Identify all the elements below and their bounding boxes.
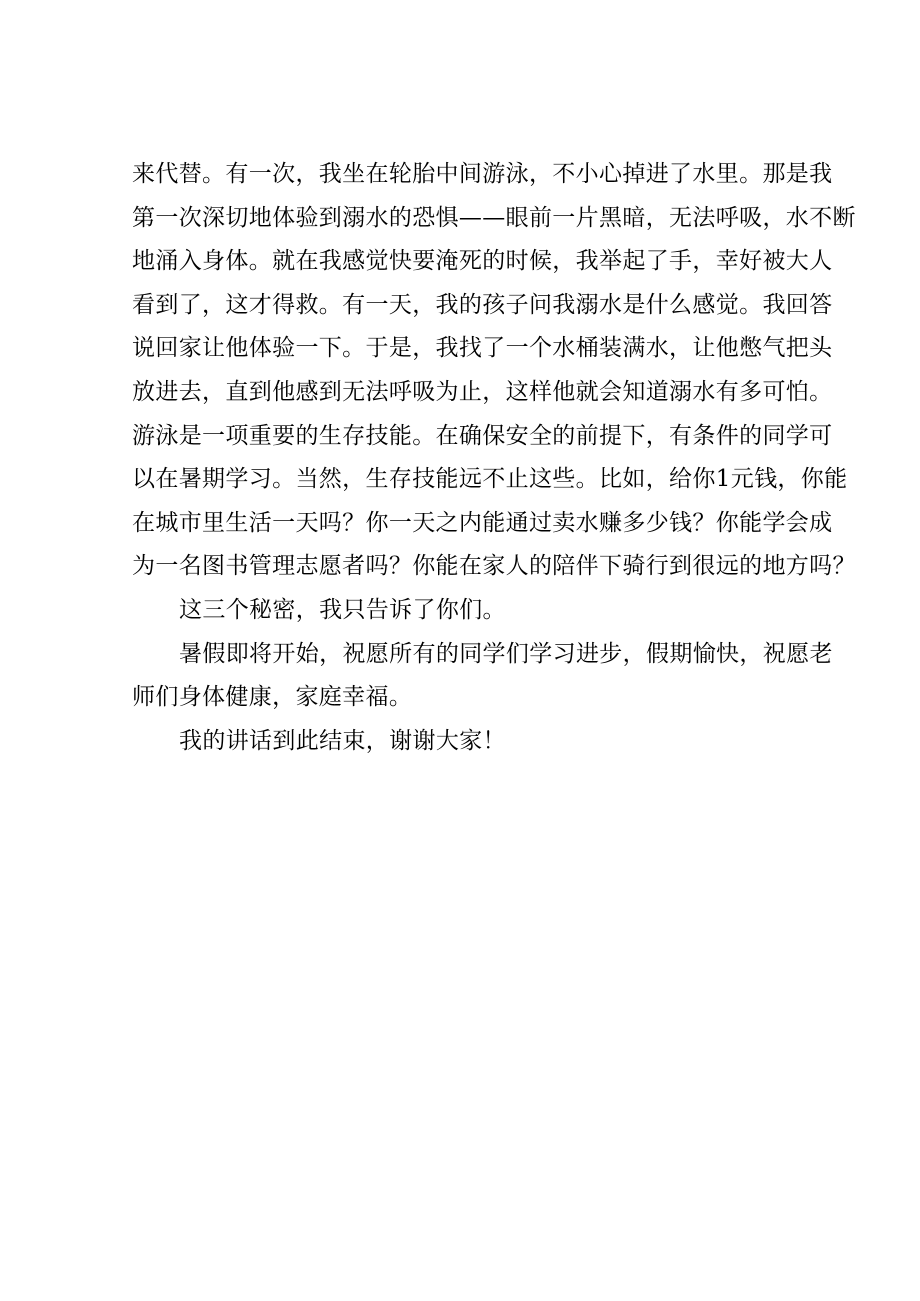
paragraph-line: 来代替。有一次，我坐在轮胎中间游泳，不小心掉进了水里。那是我 [132,161,833,187]
paragraph-line: 在城市里生活一天吗？你一天之内能通过卖水赚多少钱？你能学会成 [132,509,833,536]
paragraph-line: 看到了，这才得救。有一天，我的孩子问我溺水是什么感觉。我回答 [132,291,833,318]
paragraph-line: 说回家让他体验一下。于是，我找了一个水桶装满水，让他憋气把头 [132,335,833,362]
paragraph-line: 游泳是一项重要的生存技能。在确保安全的前提下，有条件的同学可 [132,422,833,449]
paragraph-line: 师们身体健康，家庭幸福。 [132,684,413,711]
closing-line: 我的讲话到此结束，谢谢大家！ [179,727,506,754]
paragraph-line: 以在暑期学习。当然，生存技能远不止这些。比如，给你1元钱，你能 [132,466,848,493]
paragraph-line-indented: 这三个秘密，我只告诉了你们。 [179,596,506,623]
paragraph-line: 地涌入身体。就在我感觉快要淹死的时候，我举起了手，幸好被大人 [132,248,833,275]
paragraph-line: 为一名图书管理志愿者吗？你能在家人的陪伴下骑行到很远的地方吗？ [132,553,856,580]
speech-text-body [132,153,856,763]
paragraph-line-indented: 暑假即将开始，祝愿所有的同学们学习进步，假期愉快，祝愿老 [179,640,833,667]
paragraph-line: 第一次深切地体验到溺水的恐惧——眼前一片黑暗，无法呼吸，水不断 [132,204,856,231]
paragraph-line: 放进去，直到他感到无法呼吸为止，这样他就会知道溺水有多可怕。 [132,378,833,405]
